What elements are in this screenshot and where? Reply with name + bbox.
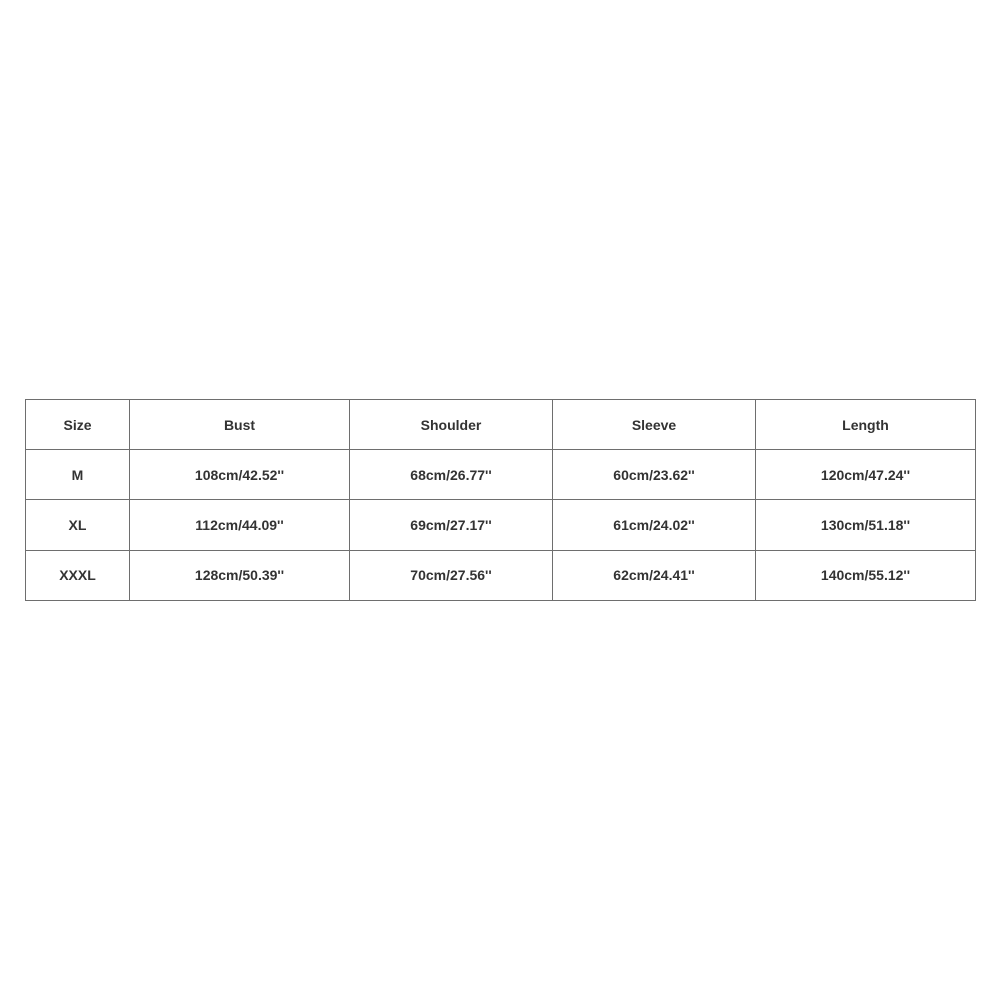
cell-size: XL (26, 500, 130, 550)
header-sleeve: Sleeve (553, 400, 756, 450)
header-length: Length (756, 400, 976, 450)
cell-bust: 108cm/42.52'' (130, 450, 350, 500)
table-row (26, 500, 976, 550)
cell-shoulder: 70cm/27.56'' (350, 550, 553, 600)
cell-length: 140cm/55.12'' (756, 550, 976, 600)
header-bust: Bust (130, 400, 350, 450)
cell-size: XXXL (26, 550, 130, 600)
cell-shoulder: 68cm/26.77'' (350, 450, 553, 500)
cell-bust: 112cm/44.09'' (130, 500, 350, 550)
cell-shoulder: 69cm/27.17'' (350, 500, 553, 550)
size-chart-table (25, 399, 976, 601)
cell-length: 130cm/51.18'' (756, 500, 976, 550)
cell-bust: 128cm/50.39'' (130, 550, 350, 600)
cell-sleeve: 60cm/23.62'' (553, 450, 756, 500)
table-row (26, 450, 976, 500)
cell-size: M (26, 450, 130, 500)
header-size: Size (26, 400, 130, 450)
cell-sleeve: 61cm/24.02'' (553, 500, 756, 550)
table-header-row (26, 400, 976, 450)
table-row (26, 550, 976, 600)
cell-sleeve: 62cm/24.41'' (553, 550, 756, 600)
header-shoulder: Shoulder (350, 400, 553, 450)
cell-length: 120cm/47.24'' (756, 450, 976, 500)
